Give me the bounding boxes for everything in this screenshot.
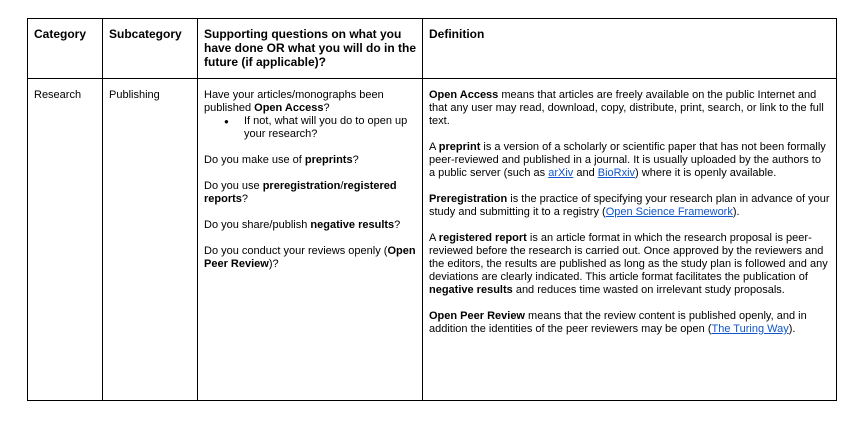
header-definition: Definition (423, 19, 837, 79)
question-preregistration: Do you use preregistration/registered reports? (204, 180, 397, 205)
header-questions: Supporting questions on what you have done OR what you will do in the future (if applicable)? (198, 19, 423, 79)
list-item: ● If not, what will you do to open up your research? (244, 115, 416, 141)
header-category: Category (28, 19, 103, 79)
definition-open-access: Open Access means that articles are freely available on the public Internet and that any user may read, download, copy, distribute, print, search, or link to the full text. (429, 89, 824, 127)
turing-way-link[interactable]: The Turing Way (711, 323, 789, 335)
cell-questions (198, 79, 423, 401)
arxiv-link[interactable]: arXiv (548, 167, 574, 179)
definition-preregistration: Preregistration is the practice of specifying your research plan in advance of your study and submitting it to a registry (Open Science Framework). (429, 193, 830, 218)
header-row (28, 19, 837, 79)
osf-link[interactable]: Open Science Framework (605, 206, 733, 218)
definition-registered-report: A registered report is an article format in which the research proposal is peer-reviewed before the research is carried out. Once approved by the reviewers and the editors, the results are published as long as the study plan is followed and any deviations are clearly indicated. This article format facilitates the publication of negative results and reduces time wasted on irrelevant study proposals. (429, 232, 828, 296)
question-open-access: Have your articles/monographs been published Open Access? (204, 89, 384, 114)
open-science-table (27, 18, 837, 401)
question-preprints: Do you make use of preprints? (204, 154, 359, 166)
definition-open-peer-review: Open Peer Review means that the review content is published openly, and in addition the identities of the peer reviewers may be open (The Turing Way). (429, 310, 807, 335)
question-negative-results: Do you share/publish negative results? (204, 219, 401, 231)
cell-subcategory: Publishing (103, 79, 198, 401)
question-bullet-list (204, 115, 416, 141)
biorxiv-link[interactable]: BioRxiv (597, 167, 636, 179)
definition-preprint: A preprint is a version of a scholarly or scientific paper that has not been formally peer-reviewed and published in a journal. It is usually uploaded by the authors to a public server (such as arXiv and BioRxiv) where it is openly available. (429, 141, 826, 179)
header-subcategory: Subcategory (103, 19, 198, 79)
cell-category: Research (28, 79, 103, 401)
question-open-peer-review: Do you conduct your reviews openly (Open Peer Review)? (204, 245, 416, 270)
table-row (28, 79, 837, 401)
cell-definition (423, 79, 837, 401)
